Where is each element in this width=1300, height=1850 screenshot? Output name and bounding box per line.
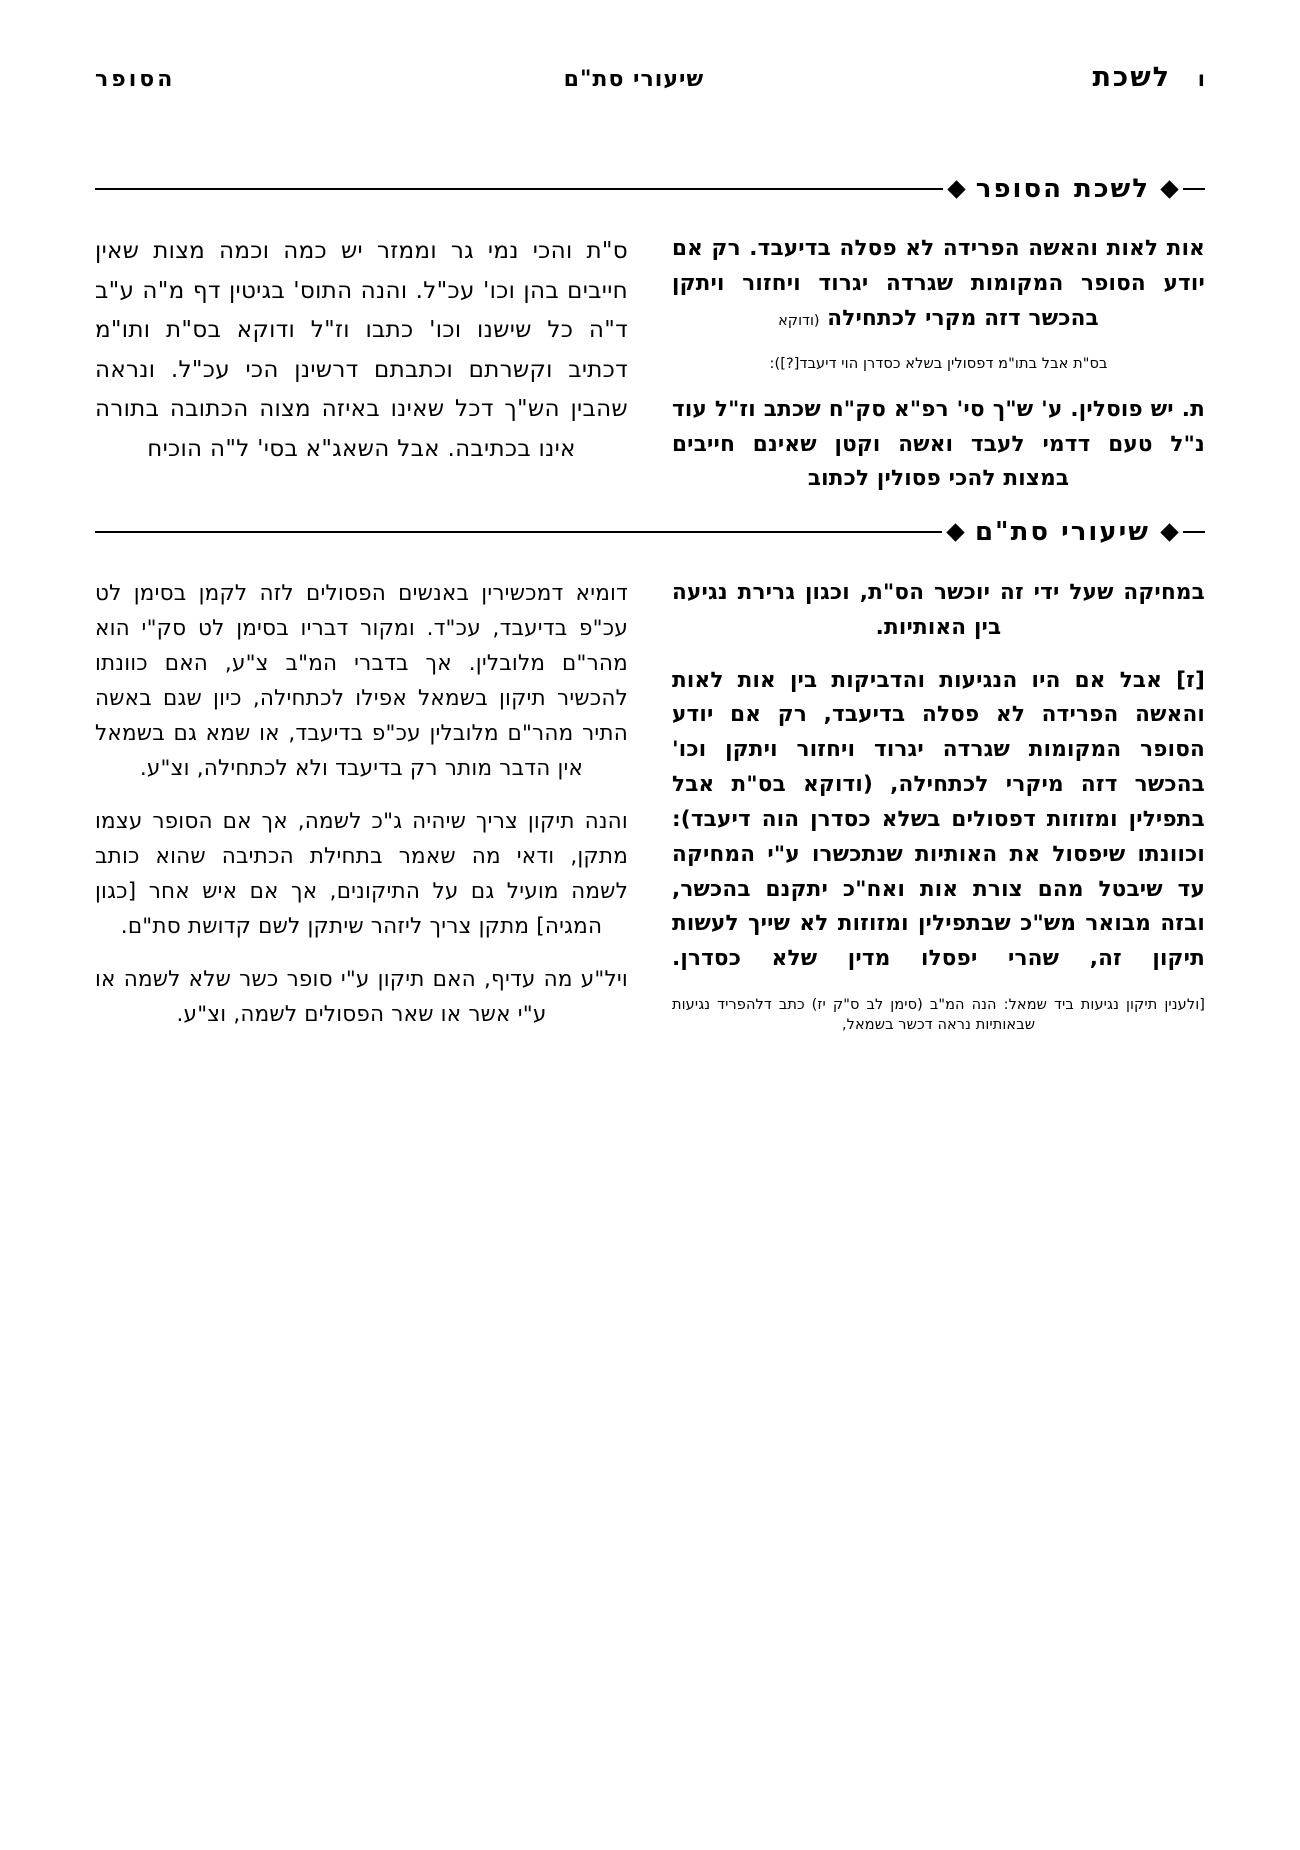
running-head [95, 62, 1205, 106]
paragraph: ת. יש פוסלין. ע' ש"ך סי' רפ"א סק"ח שכתב וז"ל עוד נ"ל טעם דדמי לעבד ואשה וקטן שאינם חייבים במצות להכי פסולין לכתוב [672, 396, 1205, 492]
paragraph-trailing-note: (ודוקא [778, 312, 820, 329]
section-title-lishkas-hasofer: לשכת הסופר [975, 174, 1150, 204]
diamond-ornament-icon-left [947, 180, 965, 198]
paragraph: ס"ת והכי נמי גר וממזר יש כמה וכמה מצות שאין חייבים בהן וכו' עכ"ל. והנה התוס' בגיטין דף מ"ה ע"ב ד"ה כל שישנו וכו' כתבו וז"ל ודוקא בס"ת ותו"מ דכתיב וקשרתם וכתבתם דרשינן הכי עכ"ל. ונראה שהבין הש"ך דכל שאינו באיזה מצוה הכתובה בתורה אינו בכתיבה. אבל השאג"א בסי' ל"ה הוכיח [95, 238, 628, 462]
heading-rule-right [1183, 531, 1205, 533]
paragraph: דומיא דמכשירין באנשים הפסולים לזה לקמן בסימן לט עכ"פ בדיעבד, עכ"ד. ומקור דבריו בסימן לט סק"י הוא מהר"ם מלובלין. אך בדברי המ"ב צ"ע, האם כוונתו להכשיר תיקון בשמאל אפילו לכתחילה, כיון שגם באשה התיר מהר"ם מלובלין עכ"פ בדיעבד, או שמא גם בשמאל אין הדבר מותר רק בדיעבד ולא לכתחילה, וצ"ע. [95, 581, 628, 782]
heading-rule-left [95, 188, 943, 190]
section-2-column-left [95, 576, 628, 1050]
section-heading-shiurei-stam [95, 519, 1205, 545]
heading-rule-right [1183, 188, 1205, 190]
section-2-columns [95, 576, 1205, 1054]
paragraph-text: אות לאות והאשה הפרידה לא פסלה בדיעבד. רק אם יודע הסופר המקומות שגרדה יגרוד ויחזור ויתקן בהכשר דזה מקרי לכתחילה [672, 236, 1205, 331]
small-note: [ולענין תיקון נגיעות ביד שמאל: הנה המ"ב (סימן לב ס"ק יז) כתב דלהפריד נגיעות שבאותיות נראה דכשר בשמאל, [672, 997, 1205, 1034]
diamond-ornament-icon-right [1160, 523, 1178, 541]
section-1-column-left [95, 232, 628, 487]
diamond-ornament-icon-left [946, 523, 964, 541]
section-1-column-right [672, 232, 1205, 515]
paragraph: במחיקה שעל ידי זה יוכשר הס"ת, וכגון גרירת נגיעה בין האותיות. [672, 580, 1205, 640]
section-heading-lishkas-hasofer [95, 176, 1205, 202]
running-head-center: שיעורי סת"ם [563, 67, 705, 92]
paragraph-numbered [672, 664, 1205, 977]
paragraph: והנה תיקון צריך שיהיה ג"כ לשמה, אך אם הסופר עצמו מתקן, ודאי מה שאמר בתחילת הכתיבה שהוא כותב לשמה מועיל גם על התיקונים, אך אם איש אחר [כגון המגיה] מתקן צריך ליזהר שיתקן לשם קדושת סת"ם. [95, 809, 628, 940]
heading-rule-left [95, 531, 942, 533]
section-title-shiurei-stam: שיעורי סת"ם [974, 517, 1150, 547]
paragraph [672, 232, 1205, 336]
running-head-left: הסופר [95, 67, 176, 92]
diamond-ornament-icon-right [1160, 180, 1178, 198]
paragraph-marker: [ז] [1176, 667, 1206, 693]
paragraph: ויל"ע מה עדיף, האם תיקון ע"י סופר כשר שלא לשמה או ע"י אשר או שאר הפסולים לשמה, וצ"ע. [95, 967, 628, 1028]
small-note: בס"ת אבל בתו"מ דפסולין בשלא כסדרן הוי דיעבד[?]): [769, 356, 1108, 373]
page-number: ו [1197, 67, 1205, 91]
section-2-column-right [672, 576, 1205, 1054]
paragraph-text: אבל אם היו הנגיעות והדביקות בין אות לאות והאשה הפרידה לא פסלה בדיעבד, רק אם יודע הסופר המקומות שגרדה יגרוד ויחזור ויתקן וכו' בהכשר דזה מיקרי לכתחילה, (ודוקא בס"ת אבל בתפילין ומזוזות דפסולים בשלא כסדרן הוה דיעבד): וכוונתו שיפסול את האותיות שנתכשרו ע"י המחיקה עד שיבטל מהם צורת אות ואח"כ יתקנם בהכשר, ובזה מבואר מש"כ שבתפילין ומזוזות לא שייך לעשות תיקון זה, שהרי יפסלו מדין שלא כסדרן. [672, 667, 1205, 972]
running-head-right: לשכת [1092, 62, 1171, 93]
section-1-columns [95, 232, 1205, 515]
